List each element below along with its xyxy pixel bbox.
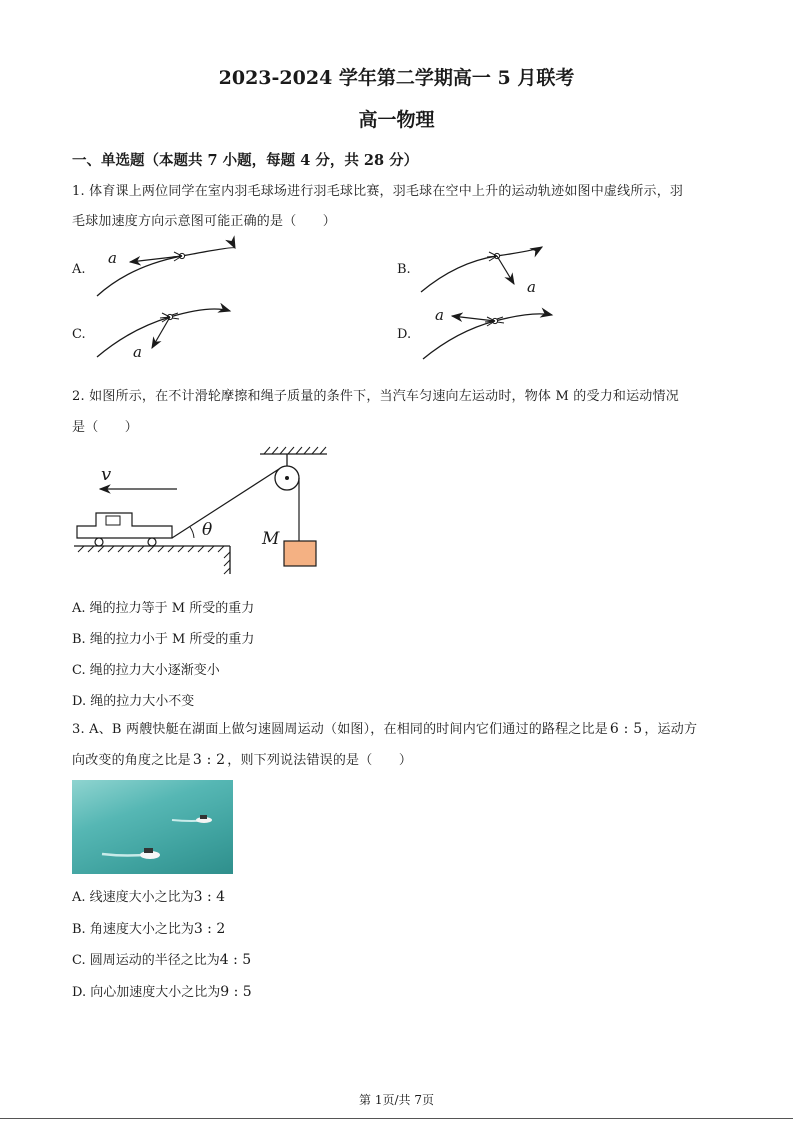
q1-option-c-label: C. bbox=[72, 327, 86, 342]
q2-option-c: C. 绳的拉力大小逐渐变小 bbox=[72, 663, 220, 678]
q3-boats bbox=[72, 780, 233, 874]
q1-option-a-label: A. bbox=[72, 262, 86, 277]
q3-line2-text: 向改变的角度之比是 bbox=[72, 753, 191, 768]
q3-option-b bbox=[72, 918, 225, 937]
exam-title: 2023-2024 学年第二学期高一 5 月联考 bbox=[218, 67, 575, 89]
q2-option-a: A. 绳的拉力等于 M 所受的重力 bbox=[72, 601, 255, 616]
q3-option-c-ratio: 4 : 5 bbox=[219, 952, 252, 968]
q3-line2-tail: ，则下列说法错误的是（ ） bbox=[227, 753, 413, 768]
page-number: 第 1页/共 7页 bbox=[359, 1093, 434, 1107]
q2-velocity-label: v bbox=[101, 464, 112, 485]
page-bottom-rule bbox=[0, 1118, 793, 1119]
q3-option-a-ratio: 3 : 4 bbox=[193, 889, 226, 905]
question-2-line-2: 是（ ） bbox=[72, 420, 139, 435]
q3-option-a bbox=[72, 886, 225, 905]
q3-option-d-label: D. 向心加速度大小之比为 bbox=[72, 985, 221, 1000]
q1-option-c-figure bbox=[90, 303, 250, 365]
q1-option-d-label: D. bbox=[397, 327, 412, 342]
q3-option-d-ratio: 9 : 5 bbox=[220, 984, 252, 1000]
q1-b-accel-label: a bbox=[527, 278, 536, 296]
question-3-line-1 bbox=[72, 714, 724, 745]
q3-ratio-distance: 6 : 5 bbox=[609, 721, 643, 737]
q3-option-b-label: B. 角速度大小之比为 bbox=[72, 922, 194, 937]
q3-option-a-label: A. 线速度大小之比为 bbox=[72, 890, 194, 905]
q1-option-b-label: B. bbox=[397, 262, 411, 277]
q3-lake-photo bbox=[72, 780, 233, 874]
q2-mass-label: M bbox=[262, 529, 280, 549]
section-heading: 一、单选题（本题共 7 小题，每题 4 分，共 28 分） bbox=[72, 152, 419, 169]
q2-option-d: D. 绳的拉力大小不变 bbox=[72, 694, 195, 709]
q3-line1-tail: ，运动方 bbox=[644, 722, 698, 737]
mass-block bbox=[284, 541, 316, 566]
question-1-line-1: 1. 体育课上两位同学在室内羽毛球场进行羽毛球比赛，羽毛球在空中上升的运动轨迹如图中虚线所示，羽 bbox=[72, 184, 684, 199]
q1-a-accel-label: a bbox=[108, 249, 117, 267]
q1-option-a-figure bbox=[90, 238, 250, 300]
subject-title: 高一物理 bbox=[358, 109, 435, 131]
q2-option-b: B. 绳的拉力小于 M 所受的重力 bbox=[72, 632, 255, 647]
q2-car-pulley-figure bbox=[72, 446, 342, 576]
q3-line1-text: 3. A、B 两艘快艇在湖面上做匀速圆周运动（如图），在相同的时间内它们通过的路程之比是 bbox=[72, 722, 608, 737]
q3-option-d bbox=[72, 981, 252, 1000]
q1-option-b-figure bbox=[417, 238, 577, 300]
q3-option-c bbox=[72, 949, 251, 968]
q1-d-accel-label: a bbox=[435, 306, 444, 324]
q3-ratio-angle: 3 : 2 bbox=[192, 752, 226, 768]
q1-c-accel-label: a bbox=[133, 343, 142, 361]
q3-option-c-label: C. 圆周运动的半径之比为 bbox=[72, 953, 220, 968]
question-3-line-2 bbox=[72, 745, 724, 776]
question-2-line-1: 2. 如图所示，在不计滑轮摩擦和绳子质量的条件下，当汽车匀速向左运动时，物体 M 的受力和运动情况 bbox=[72, 389, 679, 404]
q2-angle-label: θ bbox=[202, 520, 213, 540]
question-1-line-2: 毛球加速度方向示意图可能正确的是（ ） bbox=[72, 214, 337, 229]
q3-option-b-ratio: 3 : 2 bbox=[193, 921, 226, 937]
